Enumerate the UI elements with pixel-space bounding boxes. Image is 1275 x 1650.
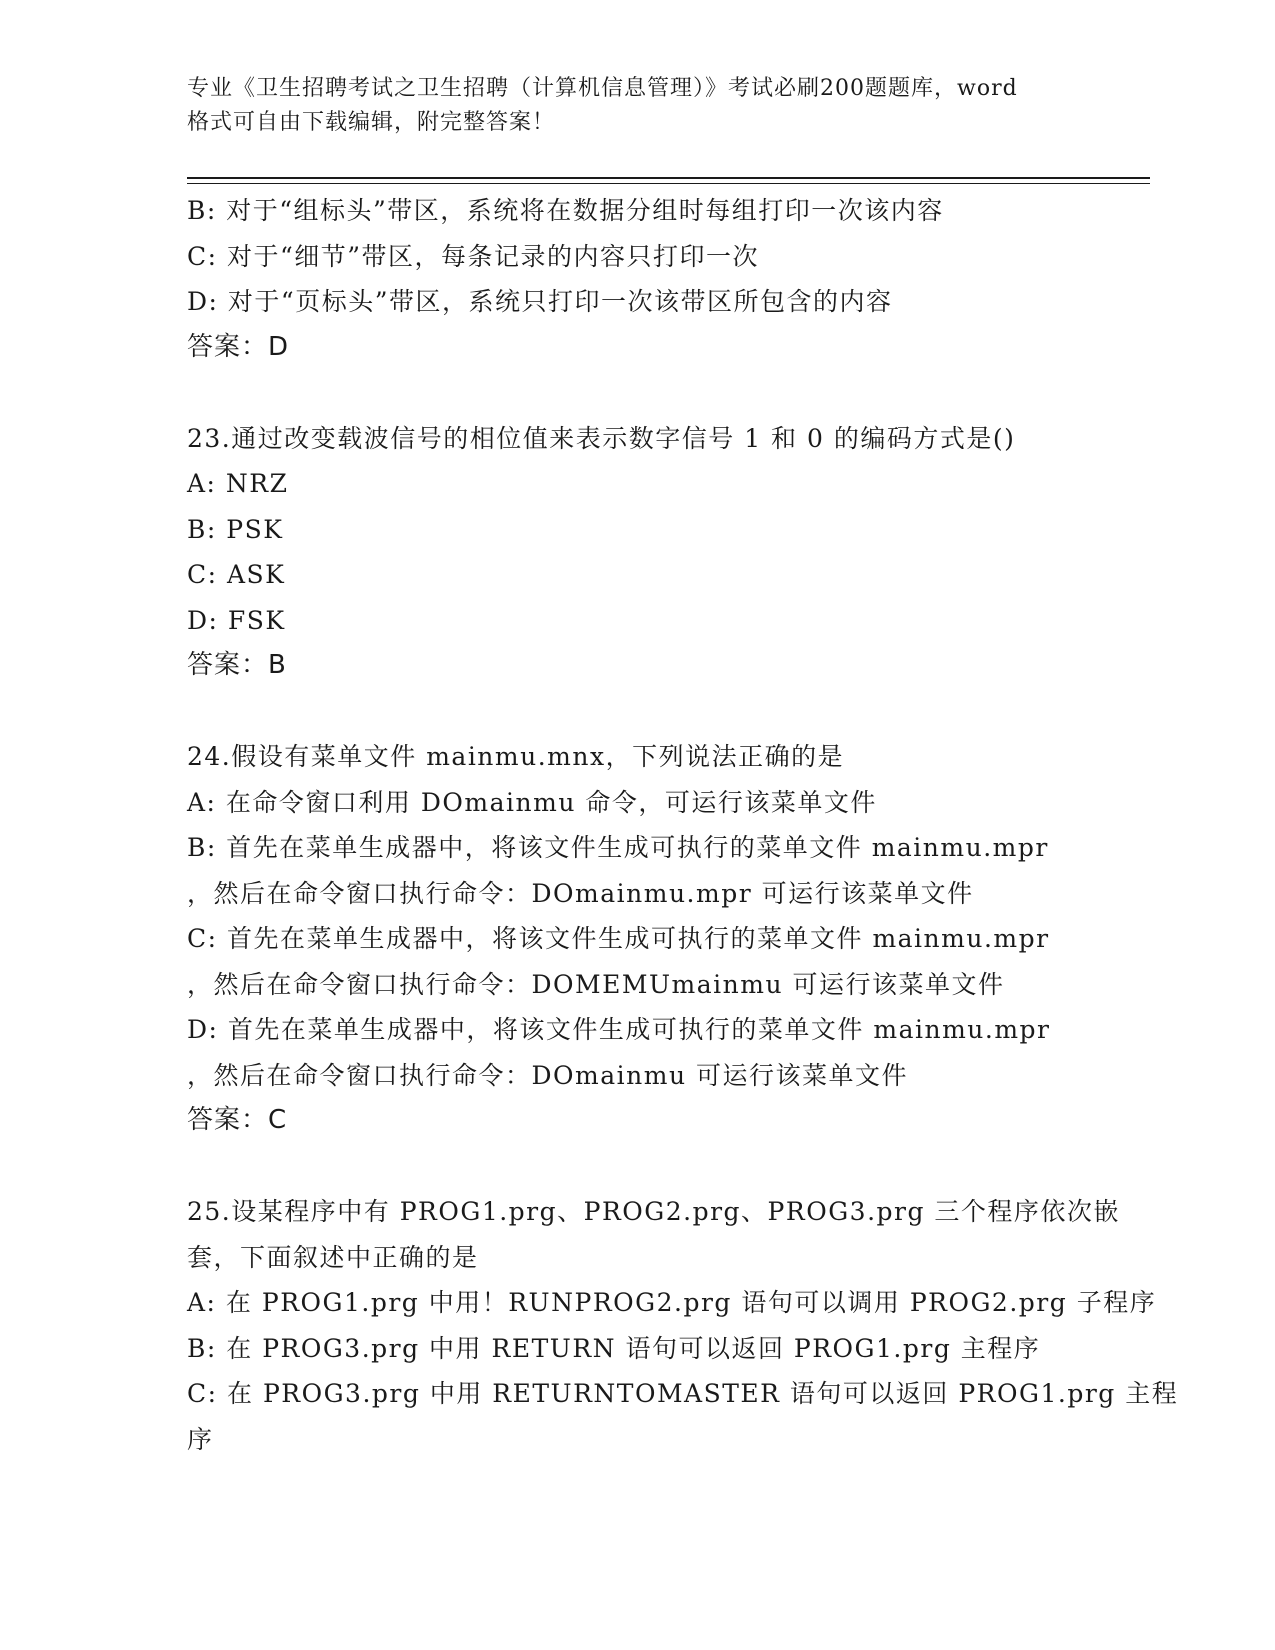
q25-question-line-2: 套，下面叙述中正确的是	[187, 1242, 479, 1272]
header-line-2: 格式可自由下载编辑，附完整答案！	[187, 110, 556, 135]
q23-option-d: D: FSK	[187, 605, 286, 635]
document-body	[187, 188, 1179, 1462]
q24-option-c-line-1: C: 首先在菜单生成器中，将该文件生成可执行的菜单文件 mainmu.mpr	[187, 924, 1050, 953]
q22-answer: 答案：D	[187, 331, 290, 362]
question-23	[187, 416, 1087, 689]
q22-option-d: D: 对于“页标头”带区，系统只打印一次该带区所包含的内容	[187, 287, 893, 316]
header-line-1: 专业《卫生招聘考试之卫生招聘（计算机信息管理）》考试必刷200题题库，word	[187, 76, 1018, 101]
q24-option-a: A: 在命令窗口利用 DOmainmu 命令，可运行该菜单文件	[187, 787, 877, 817]
question-22-tail	[187, 188, 1087, 370]
question-25	[187, 1189, 1179, 1462]
q22-option-c: C: 对于“细节”带区，每条记录的内容只打印一次	[187, 241, 760, 271]
q23-answer: 答案：B	[187, 650, 287, 680]
q25-option-c-line-2: 序	[187, 1424, 214, 1454]
q24-question: 24.假设有菜单文件 mainmu.mnx，下列说法正确的是	[187, 742, 845, 771]
document-header	[187, 72, 1087, 140]
q25-option-b: B: 在 PROG3.prg 中用 RETURN 语句可以返回 PROG1.prg 主程序	[187, 1333, 1041, 1363]
q24-option-d-line-1: D: 首先在菜单生成器中，将该文件生成可执行的菜单文件 mainmu.mpr	[187, 1015, 1051, 1044]
q22-option-b: B: 对于“组标头”带区，系统将在数据分组时每组打印一次该内容	[187, 196, 944, 225]
header-rule-top	[187, 177, 1150, 179]
q23-option-b: B: PSK	[187, 514, 284, 544]
q24-option-b-line-2: ，然后在命令窗口执行命令：DOmainmu.mpr 可运行该菜单文件	[187, 878, 974, 908]
q23-option-c: C: ASK	[187, 560, 286, 589]
q23-question: 23.通过改变载波信号的相位值来表示数字信号 1 和 0 的编码方式是()	[187, 423, 1016, 453]
q25-option-c-line-1: C: 在 PROG3.prg 中用 RETURNTOMASTER 语句可以返回 PROG1.prg 主程	[187, 1379, 1179, 1408]
q24-option-b-line-1: B: 首先在菜单生成器中，将该文件生成可执行的菜单文件 mainmu.mpr	[187, 833, 1049, 862]
q24-answer: 答案：C	[187, 1105, 288, 1135]
q24-option-c-line-2: ，然后在命令窗口执行命令：DOMEMUmainmu 可运行该菜单文件	[187, 969, 1005, 999]
q23-option-a: A: NRZ	[187, 469, 289, 498]
spacer	[187, 689, 1087, 735]
spacer	[187, 370, 1087, 416]
header-rule-bottom	[187, 183, 1150, 184]
spacer	[187, 1144, 1087, 1190]
q25-question-line-1: 25.设某程序中有 PROG1.prg、PROG2.prg、PROG3.prg 三个程序依次嵌	[187, 1197, 1120, 1226]
q24-option-d-line-2: ，然后在命令窗口执行命令：DOmainmu 可运行该菜单文件	[187, 1060, 909, 1090]
question-24	[187, 734, 1087, 1144]
q25-option-a: A: 在 PROG1.prg 中用！RUNPROG2.prg 语句可以调用 PROG2.prg 子程序	[187, 1288, 1157, 1317]
